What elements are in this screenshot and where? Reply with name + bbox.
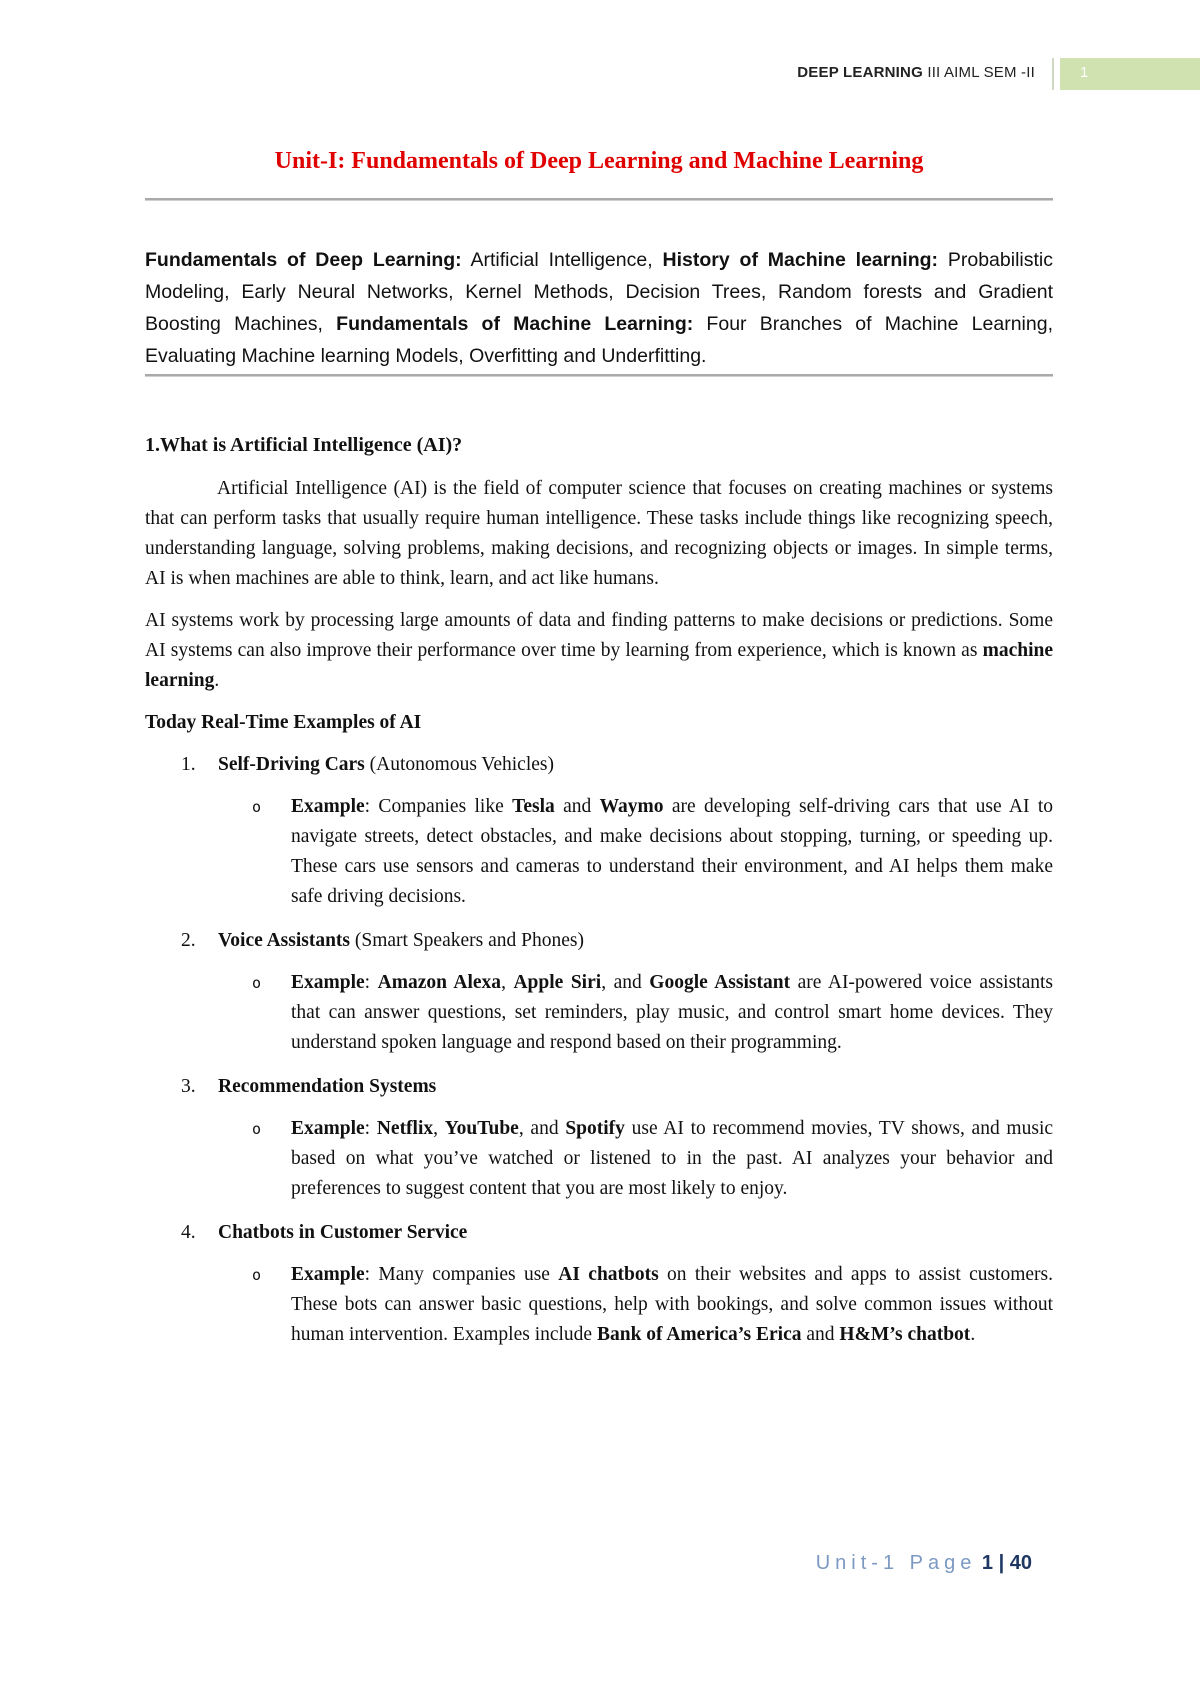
list-number: 2. — [181, 930, 196, 951]
example-bold: Waymo — [599, 796, 664, 817]
example-bold: AI chatbots — [558, 1264, 659, 1285]
example-label: Example — [291, 1118, 365, 1139]
list-item — [145, 750, 1053, 780]
example-text: . — [970, 1324, 976, 1345]
header-divider — [1052, 58, 1054, 90]
page-header — [0, 58, 1200, 90]
example-text: , — [501, 972, 514, 993]
paragraph-2-bold: machine learning — [145, 640, 1053, 691]
header-course — [797, 64, 1035, 81]
item-title: Voice Assistants — [218, 930, 351, 951]
bullet-icon: o — [252, 1120, 262, 1138]
item-title: Recommendation Systems — [218, 1076, 437, 1097]
sub-list-item — [145, 1260, 1053, 1350]
example-text: and — [554, 796, 600, 817]
example-text: , — [433, 1118, 445, 1139]
header-course-bold: DEEP LEARNING — [797, 64, 923, 81]
examples-heading: Today Real-Time Examples of AI — [145, 712, 422, 733]
unit-summary — [145, 244, 1053, 372]
example-label: Example — [291, 796, 365, 817]
list-item — [145, 926, 1053, 956]
list-number: 1. — [181, 754, 196, 775]
section-heading: 1.What is Artificial Intelligence (AI)? — [145, 434, 463, 456]
example-bold: Google Assistant — [649, 972, 791, 993]
top-divider — [145, 198, 1053, 201]
example-text: on their websites and apps to assist customers. These bots can answer basic questions, help with bookings, and solve common issues without human intervention. Examples include — [291, 1264, 1054, 1345]
list-number: 4. — [181, 1222, 196, 1243]
document-title: Unit-I: Fundamentals of Deep Learning and Machine Learning — [274, 148, 924, 174]
paragraph-2-text: AI systems work by processing large amounts of data and finding patterns to make decisions or predictions. Some AI systems can also improve their performance over time by learning from experience, which is known as — [145, 610, 1053, 661]
footer-total-pages: 40 — [1009, 1552, 1032, 1574]
example-bold: Bank of America’s Erica — [596, 1324, 802, 1345]
list-item — [145, 1072, 1053, 1102]
paragraph-2 — [145, 606, 1053, 696]
bottom-divider — [145, 374, 1053, 377]
example-text: use AI to recommend movies, TV shows, and music based on what you’ve watched or listened to in the past. AI analyzes your behavior and preferences to suggest content that you are most likely to enjoy. — [291, 1118, 1054, 1199]
example-text: are developing self-driving cars that use AI to navigate streets, detect obstacles, and make decisions about stopping, turning, or speeding up. These cars use sensors and cameras to understand their environment, and AI helps them make safe driving decisions. — [291, 796, 1053, 907]
header-page-number: 1 — [1060, 58, 1200, 90]
document-body — [145, 430, 1053, 1364]
summary-text-2: Probabilistic Modeling, Early Neural Networks, Kernel Methods, Decision Trees, Random forests and Gradient Boosting Machines, — [145, 249, 1053, 335]
example-bold: Amazon Alexa — [377, 972, 502, 993]
sub-list-item — [145, 792, 1053, 912]
item-title: Self-Driving Cars — [218, 754, 365, 775]
item-title-rest: (Smart Speakers and Phones) — [350, 930, 584, 951]
footer-separator: | — [993, 1552, 1010, 1574]
example-bold: Apple Siri — [513, 972, 602, 993]
summary-topic-2: History of Machine learning: — [662, 249, 939, 271]
paragraph-1: Artificial Intelligence (AI) is the field of computer science that focuses on creating machines or systems that can perform tasks that usually require human intelligence. These tasks include things like recognizing speech, understanding language, solving problems, making decisions, and recognizing objects or images. In simple terms, AI is when machines are able to think, learn, and act like humans. — [145, 478, 1053, 589]
sub-list-item — [145, 1114, 1053, 1204]
footer-label: Unit-1 Page — [815, 1552, 977, 1574]
example-text: : Many companies use — [364, 1264, 559, 1285]
example-bold: YouTube — [444, 1118, 519, 1139]
summary-text-3: Four Branches of Machine Learning, Evaluating Machine learning Models, Overfitting and Underfitting. — [145, 313, 1053, 367]
list-item — [145, 1218, 1053, 1248]
item-title: Chatbots in Customer Service — [218, 1222, 468, 1243]
bullet-icon: o — [252, 798, 262, 816]
paragraph-2-end: . — [214, 670, 220, 691]
example-text: , and — [518, 1118, 566, 1139]
example-label: Example — [291, 1264, 365, 1285]
bullet-icon: o — [252, 974, 262, 992]
sub-list-item — [145, 968, 1053, 1058]
example-text: : — [364, 972, 378, 993]
example-bold: Spotify — [565, 1118, 625, 1139]
summary-topic-3: Fundamentals of Machine Learning: — [336, 313, 694, 335]
summary-text-1: Artificial Intelligence, — [461, 249, 663, 271]
page-footer — [816, 1552, 1032, 1575]
example-text: are AI-powered voice assistants that can answer questions, set reminders, play music, and control smart home devices. They understand spoken language and respond based on their programming. — [291, 972, 1054, 1053]
list-number: 3. — [181, 1076, 196, 1097]
example-bold: Netflix — [376, 1118, 434, 1139]
example-text: , and — [601, 972, 650, 993]
header-course-rest: III AIML SEM -II — [922, 64, 1035, 81]
example-text: : Companies like — [364, 796, 513, 817]
footer-current-page: 1 — [981, 1552, 994, 1574]
bullet-icon: o — [252, 1266, 262, 1284]
summary-topic-1: Fundamentals of Deep Learning: — [145, 249, 462, 271]
example-text: and — [801, 1324, 840, 1345]
example-text: : — [364, 1118, 377, 1139]
example-bold: Tesla — [512, 796, 555, 817]
item-title-rest: (Autonomous Vehicles) — [364, 754, 554, 775]
example-bold: H&M’s chatbot — [839, 1324, 971, 1345]
example-label: Example — [291, 972, 365, 993]
